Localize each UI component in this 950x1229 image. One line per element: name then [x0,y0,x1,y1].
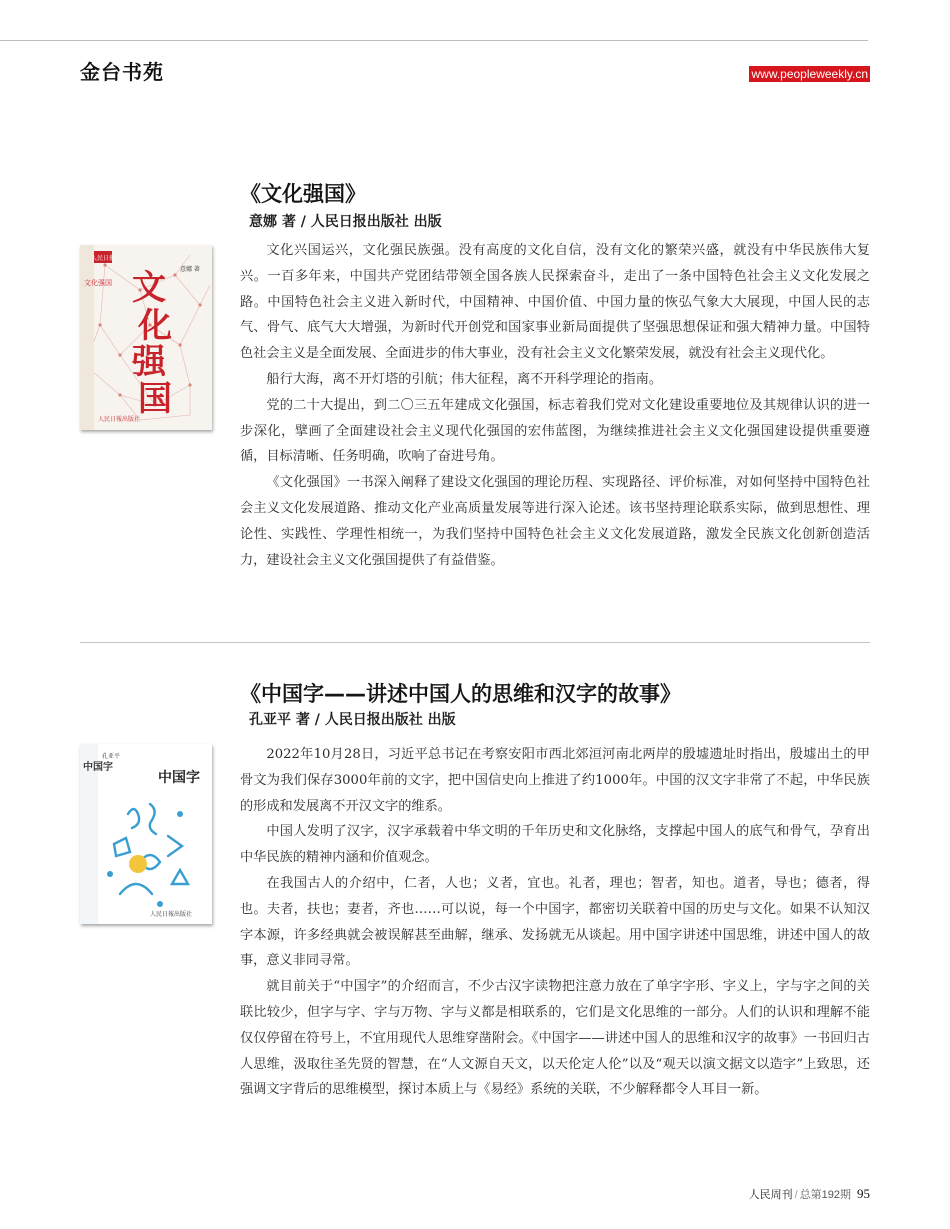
cover-badge-text: 人民日报 [90,255,116,262]
cover-glyph-art [114,804,188,894]
cover-publisher: 人民日報出版社 [98,416,141,423]
cover-char-2: 化 [138,306,172,346]
paragraph: 在我国古人的介绍中，仁者，人也；义者，宜也。礼者，理也；智者，知也。道者，导也；德者，得也。夫者，扶也；妻者，齐也……可以说，每一个中国字，都密切关联着中国的历史与文化。如果不认知汉字本源，许多经典就会被误解甚至曲解，继承、发扬就无从谈起。用中国字讲述中国思维，讲述中国人的故事，意义非同寻常。 [240,875,870,969]
cover-spine-title: 文化强国 [84,279,112,287]
paragraph: 《文化强国》一书深入阐释了建设文化强国的理论历程、实现路径、评价标准，对如何坚持中国特色社会主义文化发展道路、推动文化产业高质量发展等进行深入论述。该书坚持理论联系实际，做到思想性、理论性、实践性、学理性相统一，为我们坚持中国特色社会主义文化发展道路，激发全民族文化创新创造活力，建设社会主义文化强国提供了有益借鉴。 [240,475,870,568]
cover-char-1: 文 [132,268,166,308]
book-cover-2 [80,744,212,924]
book-cover-2-art [80,744,212,924]
book-title-1: 《文化强国》 [240,182,366,206]
paragraph: 中国人发明了汉字，汉字承载着中华文明的千年历史和文化脉络，支撑起中国人的底气和骨气，孕育出中华民族的精神内涵和价值观念。 [240,824,870,866]
page-footer [749,1186,870,1202]
book-author-2: 孔亚平 著 / 人民日报出版社 出版 [249,712,456,728]
cover-publisher: 人民日報出版社 [150,911,193,918]
book-review-1 [240,238,870,573]
paragraph: 文化兴国运兴，文化强民族强。没有高度的文化自信，没有文化的繁荣兴盛，就没有中华民族伟大复兴。一百多年来，中国共产党团结带领全国各族人民探索奋斗，走出了一条中国特色社会主义文化发展之路。中国特色社会主义进入新时代，中国精神、中国价值、中国力量的恢弘气象大大展现，中国人民的志气、骨气、底气大大增强，为新时代开创党和国家事业新局面提供了坚强思想保证和强大精神力量。中国特色社会主义是全面发展、全面进步的伟大事业，没有社会主义文化繁荣发展，就没有社会主义现代化。 [240,243,870,362]
column-title: 金台书苑 [80,60,164,84]
cover-author: 孔亚平 [102,753,121,760]
book-author-1: 意娜 著 / 人民日报出版社 出版 [249,214,442,230]
footer-separator: / [794,1189,798,1201]
cover-char-4: 国 [138,379,172,419]
cover-big-title: 中国字 [158,770,200,786]
site-url-badge[interactable]: www.peopleweekly.cn [751,67,868,81]
paragraph: 船行大海，离不开灯塔的引航；伟大征程，离不开科学理论的指南。 [266,371,663,387]
book-title-2: 《中国字——讲述中国人的思维和汉字的故事》 [240,682,681,706]
section-divider [80,642,870,643]
cover-char-3: 强 [132,342,166,382]
footer-magazine: 人民周刊 [748,1189,793,1201]
footer-issue: 总第192期 [799,1189,851,1201]
cover-big-title [131,268,172,419]
top-rule [0,40,868,41]
cover-author: 意娜 著 [180,266,200,273]
paragraph: 就目前关于“中国字”的介绍而言，不少古汉字读物把注意力放在了单字字形、字义上，字与字之间的关联比较少，但字与字、字与万物、字与义都是相联系的，它们是文化思维的一部分。人们的认识和理解不能仅仅停留在符号上，不宜用现代人思维穿凿附会。《中国字——讲述中国人的思维和汉字的故事》一书回归古人思维，汲取往圣先贤的智慧，在“人文源自天文，以天伦定人伦”以及“观天以演文据文以造字”上致思，还强调文字背后的思维模型，探讨本质上与《易经》系统的关联，不少解释都令人耳目一新。 [240,979,870,1098]
cover-spine [80,245,94,430]
cover-sun [129,855,147,873]
paragraph: 2022年10月28日，习近平总书记在考察安阳市西北郊洹河南北两岸的殷墟遗址时指出，殷墟出土的甲骨文为我们保存3000年前的文字，把中国信史向上推进了约1000年。中国的汉文字非常了不起，中华民族的形成和发展离不开汉文字的维系。 [240,747,870,814]
paragraph: 党的二十大提出，到二〇三五年建成文化强国，标志着我们党对文化建设重要地位及其规律认识的进一步深化，擘画了全面建设社会主义现代化强国的宏伟蓝图，为继续推进社会主义文化强国建设提供重要遵循，目标清晰、任务明确，吹响了奋进号角。 [240,397,870,465]
book-cover-1 [80,245,212,430]
book-cover-1-art [80,245,212,430]
page-number: 95 [857,1186,870,1201]
cover-spine-title: 中国字 [83,762,113,773]
book-review-2 [240,742,870,1103]
